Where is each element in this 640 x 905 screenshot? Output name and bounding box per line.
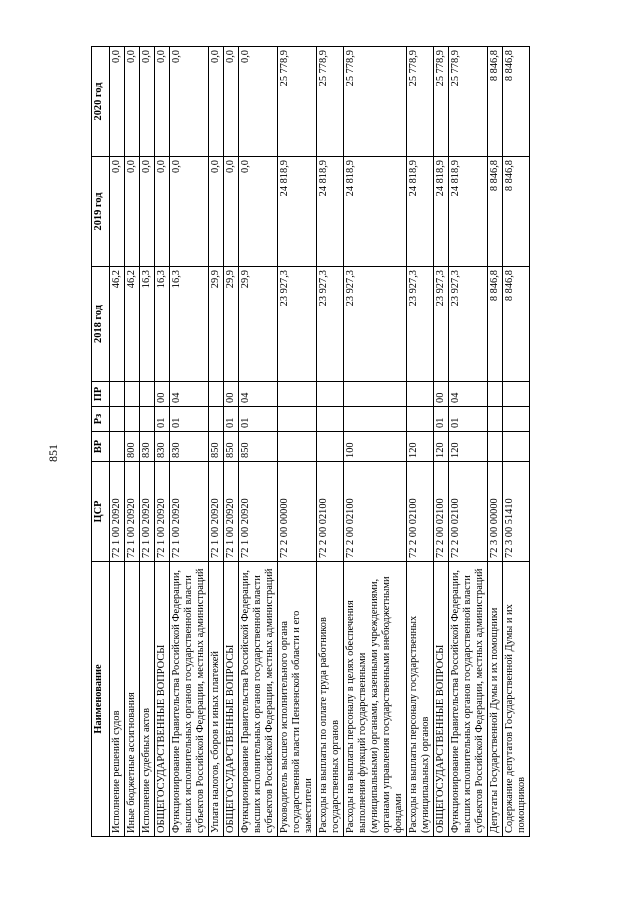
- cell-2018: 16,3: [140, 267, 155, 382]
- cell-2020: 25 778,9: [344, 47, 407, 157]
- table-row: [110, 47, 125, 837]
- table-header-row: [92, 47, 110, 837]
- cell-name: Содержание депутатов Государственной Думы и их помощников: [503, 562, 530, 837]
- cell-name: ОБЩЕГОСУДАРСТВЕННЫЕ ВОПРОСЫ: [224, 562, 239, 837]
- cell-rz: [125, 407, 140, 432]
- cell-csr: 72 2 00 00000: [278, 462, 317, 562]
- cell-rz: [503, 407, 530, 432]
- cell-name: ОБЩЕГОСУДАРСТВЕННЫЕ ВОПРОСЫ: [434, 562, 449, 837]
- header-vr: ВР: [92, 432, 110, 462]
- cell-pr: [278, 382, 317, 407]
- rotated-page-content: [91, 47, 546, 837]
- table-row: [317, 47, 344, 837]
- cell-2020: 25 778,9: [278, 47, 317, 157]
- cell-2018: 29,9: [224, 267, 239, 382]
- table-row: [209, 47, 224, 837]
- cell-rz: [407, 407, 434, 432]
- cell-vr: 850: [224, 432, 239, 462]
- cell-vr: 800: [125, 432, 140, 462]
- cell-2019: 0,0: [209, 157, 224, 267]
- cell-2018: 29,9: [209, 267, 224, 382]
- cell-vr: [278, 432, 317, 462]
- cell-2019: 24 818,9: [407, 157, 434, 267]
- cell-csr: 72 2 00 02100: [317, 462, 344, 562]
- header-name: Наименование: [92, 562, 110, 837]
- cell-vr: [503, 432, 530, 462]
- cell-2018: 8 846,8: [488, 267, 503, 382]
- cell-pr: [209, 382, 224, 407]
- table-row: [503, 47, 530, 837]
- cell-vr: [317, 432, 344, 462]
- cell-2019: 24 818,9: [434, 157, 449, 267]
- cell-rz: 01: [224, 407, 239, 432]
- cell-csr: 72 1 00 20920: [110, 462, 125, 562]
- header-2018: 2018 год: [92, 267, 110, 382]
- cell-vr: 120: [434, 432, 449, 462]
- cell-csr: 72 3 00 51410: [503, 462, 530, 562]
- cell-2020: 25 778,9: [317, 47, 344, 157]
- cell-csr: 72 2 00 02100: [407, 462, 434, 562]
- cell-2020: 0,0: [239, 47, 278, 157]
- cell-2020: 25 778,9: [449, 47, 488, 157]
- table-row: [155, 47, 170, 837]
- cell-2020: 0,0: [125, 47, 140, 157]
- cell-pr: 00: [155, 382, 170, 407]
- table-row: [278, 47, 317, 837]
- cell-vr: 120: [407, 432, 434, 462]
- cell-vr: 830: [170, 432, 209, 462]
- cell-2019: 24 818,9: [344, 157, 407, 267]
- table-body: [110, 47, 530, 837]
- table-row: [125, 47, 140, 837]
- cell-rz: 01: [449, 407, 488, 432]
- table-row: [449, 47, 488, 837]
- page-number: 851: [46, 444, 60, 462]
- cell-2020: 0,0: [170, 47, 209, 157]
- cell-csr: 72 1 00 20920: [155, 462, 170, 562]
- header-csr: ЦСР: [92, 462, 110, 562]
- cell-2019: 0,0: [155, 157, 170, 267]
- cell-pr: 00: [224, 382, 239, 407]
- cell-2020: 0,0: [155, 47, 170, 157]
- cell-2019: 0,0: [140, 157, 155, 267]
- cell-csr: 72 1 00 20920: [209, 462, 224, 562]
- cell-rz: [140, 407, 155, 432]
- cell-pr: [344, 382, 407, 407]
- table-row: [434, 47, 449, 837]
- cell-rz: [344, 407, 407, 432]
- table-row: [407, 47, 434, 837]
- header-2019: 2019 год: [92, 157, 110, 267]
- cell-2018: 23 927,3: [344, 267, 407, 382]
- cell-2018: 16,3: [155, 267, 170, 382]
- cell-rz: [488, 407, 503, 432]
- cell-csr: 72 1 00 20920: [125, 462, 140, 562]
- cell-csr: 72 3 00 00000: [488, 462, 503, 562]
- cell-2018: 16,3: [170, 267, 209, 382]
- cell-2018: 8 846,8: [503, 267, 530, 382]
- cell-name: Функционирование Правительства Российской Федерации, высших исполнительных органов государственной власти субъектов Российской Федерации, местных администраций: [239, 562, 278, 837]
- cell-2020: 0,0: [140, 47, 155, 157]
- cell-csr: 72 2 00 02100: [344, 462, 407, 562]
- cell-csr: 72 1 00 20920: [170, 462, 209, 562]
- header-2020: 2020 год: [92, 47, 110, 157]
- cell-csr: 72 1 00 20920: [224, 462, 239, 562]
- cell-rz: 01: [170, 407, 209, 432]
- table-row: [224, 47, 239, 837]
- cell-2018: 46,2: [110, 267, 125, 382]
- cell-name: Расходы на выплаты персоналу в целях обеспечения выполнения функций государственными (муниципальными) органами, казенными учреждениями, органами управления государственными внебюджетными фондами: [344, 562, 407, 837]
- cell-2019: 8 846,8: [503, 157, 530, 267]
- cell-vr: [110, 432, 125, 462]
- table-row: [488, 47, 503, 837]
- cell-vr: 830: [155, 432, 170, 462]
- cell-name: ОБЩЕГОСУДАРСТВЕННЫЕ ВОПРОСЫ: [155, 562, 170, 837]
- cell-2020: 25 778,9: [407, 47, 434, 157]
- cell-vr: 830: [140, 432, 155, 462]
- cell-pr: 04: [449, 382, 488, 407]
- cell-name: Функционирование Правительства Российской Федерации, высших исполнительных органов государственной власти субъектов Российской Федерации, местных администраций: [170, 562, 209, 837]
- cell-2018: 23 927,3: [317, 267, 344, 382]
- cell-2020: 0,0: [110, 47, 125, 157]
- cell-pr: [110, 382, 125, 407]
- cell-2019: 24 818,9: [449, 157, 488, 267]
- table-row: [140, 47, 155, 837]
- cell-name: Уплата налогов, сборов и иных платежей: [209, 562, 224, 837]
- cell-csr: 72 2 00 02100: [449, 462, 488, 562]
- cell-2019: 8 846,8: [488, 157, 503, 267]
- cell-2020: 0,0: [224, 47, 239, 157]
- cell-pr: [140, 382, 155, 407]
- table-row: [344, 47, 407, 837]
- cell-2019: 0,0: [125, 157, 140, 267]
- cell-name: Депутаты Государственной Думы и их помощники: [488, 562, 503, 837]
- cell-2020: 0,0: [209, 47, 224, 157]
- cell-pr: [317, 382, 344, 407]
- header-pr: ПР: [92, 382, 110, 407]
- cell-2019: 0,0: [110, 157, 125, 267]
- cell-pr: [503, 382, 530, 407]
- cell-pr: [407, 382, 434, 407]
- cell-2018: 23 927,3: [407, 267, 434, 382]
- cell-2018: 29,9: [239, 267, 278, 382]
- cell-vr: 120: [449, 432, 488, 462]
- table-row: [170, 47, 209, 837]
- cell-rz: 01: [155, 407, 170, 432]
- header-rz: Рз: [92, 407, 110, 432]
- cell-csr: 72 2 00 02100: [434, 462, 449, 562]
- cell-rz: [209, 407, 224, 432]
- cell-name: Руководитель высшего исполнительного органа государственной власти Пензенской области и его заместители: [278, 562, 317, 837]
- cell-rz: 01: [239, 407, 278, 432]
- cell-csr: 72 1 00 20920: [140, 462, 155, 562]
- cell-vr: 850: [239, 432, 278, 462]
- cell-pr: [488, 382, 503, 407]
- cell-name: Функционирование Правительства Российской Федерации, высших исполнительных органов государственной власти субъектов Российской Федерации, местных администраций: [449, 562, 488, 837]
- cell-name: Исполнение решений судов: [110, 562, 125, 837]
- cell-name: Расходы на выплаты по оплате труда работников государственных органов: [317, 562, 344, 837]
- cell-name: Расходы на выплаты персоналу государственных (муниципальных) органов: [407, 562, 434, 837]
- cell-2019: 0,0: [224, 157, 239, 267]
- cell-rz: [110, 407, 125, 432]
- cell-pr: 04: [170, 382, 209, 407]
- cell-pr: 04: [239, 382, 278, 407]
- cell-vr: 100: [344, 432, 407, 462]
- cell-pr: 00: [434, 382, 449, 407]
- cell-2018: 46,2: [125, 267, 140, 382]
- cell-vr: [488, 432, 503, 462]
- cell-2018: 23 927,3: [278, 267, 317, 382]
- budget-table: [91, 46, 530, 837]
- cell-name: Иные бюджетные ассигнования: [125, 562, 140, 837]
- cell-2020: 8 846,8: [503, 47, 530, 157]
- cell-name: Исполнение судебных актов: [140, 562, 155, 837]
- cell-2020: 8 846,8: [488, 47, 503, 157]
- cell-rz: [317, 407, 344, 432]
- cell-2019: 0,0: [170, 157, 209, 267]
- cell-rz: 01: [434, 407, 449, 432]
- cell-2019: 0,0: [239, 157, 278, 267]
- cell-pr: [125, 382, 140, 407]
- table-row: [239, 47, 278, 837]
- cell-2018: 23 927,3: [434, 267, 449, 382]
- cell-2019: 24 818,9: [278, 157, 317, 267]
- cell-vr: 850: [209, 432, 224, 462]
- cell-2020: 25 778,9: [434, 47, 449, 157]
- cell-rz: [278, 407, 317, 432]
- cell-2018: 23 927,3: [449, 267, 488, 382]
- cell-csr: 72 1 00 20920: [239, 462, 278, 562]
- cell-2019: 24 818,9: [317, 157, 344, 267]
